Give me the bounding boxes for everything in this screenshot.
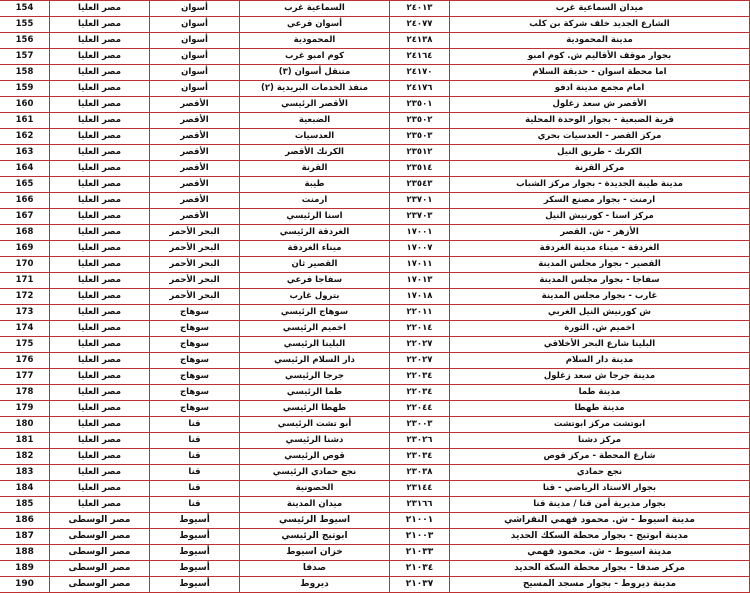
cell-index: 165	[0, 177, 50, 193]
cell-governorate: الأقصر	[150, 97, 240, 113]
table-row	[0, 225, 750, 241]
cell-office-name: طهطا الرئيسي	[240, 401, 390, 417]
cell-region: مصر الوسطى	[50, 513, 150, 529]
cell-address: شارع المحطة - مركز قوص	[450, 449, 750, 465]
table-row	[0, 321, 750, 337]
table-row	[0, 369, 750, 385]
cell-region: مصر العليا	[50, 97, 150, 113]
table-row	[0, 561, 750, 577]
cell-office-name: كوم امبو غرب	[240, 49, 390, 65]
cell-postal-code: ٢٤٠٧٧	[390, 17, 450, 33]
cell-address: امام مجمع مدينة ادفو	[450, 81, 750, 97]
cell-address: مدينة طيبة الجديدة - بجوار مركز الشباب	[450, 177, 750, 193]
cell-address: مدينة طما	[450, 385, 750, 401]
cell-region: مصر العليا	[50, 369, 150, 385]
cell-address: مركز دشنا	[450, 433, 750, 449]
cell-address: مدينة ديروط - بجوار مسجد المسيح	[450, 577, 750, 593]
cell-index: 167	[0, 209, 50, 225]
cell-index: 178	[0, 385, 50, 401]
cell-region: مصر العليا	[50, 289, 150, 305]
cell-postal-code: ٢٤١٧٦	[390, 81, 450, 97]
cell-governorate: أسيوط	[150, 545, 240, 561]
cell-governorate: أسوان	[150, 81, 240, 97]
cell-region: مصر العليا	[50, 65, 150, 81]
cell-governorate: سوهاج	[150, 353, 240, 369]
cell-region: مصر العليا	[50, 241, 150, 257]
table-row	[0, 113, 750, 129]
cell-address: الأقصر ش سعد زغلول	[450, 97, 750, 113]
table-row	[0, 337, 750, 353]
cell-region: مصر الوسطى	[50, 529, 150, 545]
cell-index: 169	[0, 241, 50, 257]
table-row	[0, 209, 750, 225]
cell-postal-code: ٢٢٠٣٤	[390, 385, 450, 401]
table-row	[0, 545, 750, 561]
table-body	[0, 1, 750, 593]
cell-office-name: المحمودية	[240, 33, 390, 49]
cell-index: 157	[0, 49, 50, 65]
cell-postal-code: ٢٣٥٠٢	[390, 113, 450, 129]
cell-governorate: البحر الأحمر	[150, 289, 240, 305]
cell-region: مصر العليا	[50, 113, 150, 129]
cell-postal-code: ٢٣٥٠٣	[390, 129, 450, 145]
cell-index: 155	[0, 17, 50, 33]
cell-office-name: سوهاج الرئيسي	[240, 305, 390, 321]
cell-office-name: قوص الرئيسي	[240, 449, 390, 465]
cell-postal-code: ٢١٠٠١	[390, 513, 450, 529]
cell-governorate: قنا	[150, 417, 240, 433]
cell-index: 189	[0, 561, 50, 577]
cell-index: 180	[0, 417, 50, 433]
cell-address: الأزهر - ش. القصر	[450, 225, 750, 241]
cell-index: 181	[0, 433, 50, 449]
cell-office-name: اسنا الرئيسي	[240, 209, 390, 225]
cell-index: 160	[0, 97, 50, 113]
cell-address: مدينة طهطا	[450, 401, 750, 417]
cell-office-name: خزان اسيوط	[240, 545, 390, 561]
cell-office-name: طيبة	[240, 177, 390, 193]
cell-postal-code: ٢٣٥١٤	[390, 161, 450, 177]
cell-index: 175	[0, 337, 50, 353]
cell-postal-code: ٢٢٠١٤	[390, 321, 450, 337]
cell-postal-code: ٢٢٠٤٤	[390, 401, 450, 417]
cell-office-name: الغردقة الرئيسي	[240, 225, 390, 241]
cell-office-name: الضبعية	[240, 113, 390, 129]
cell-address: الغردقة - ميناء مدينة الغردقة	[450, 241, 750, 257]
cell-governorate: أسوان	[150, 65, 240, 81]
cell-address: الشارع الجديد خلف شركة بن كلب	[450, 17, 750, 33]
cell-region: مصر الوسطى	[50, 545, 150, 561]
cell-region: مصر العليا	[50, 1, 150, 17]
cell-office-name: دشنا الرئيسي	[240, 433, 390, 449]
cell-index: 176	[0, 353, 50, 369]
cell-office-name: دار السلام الرئيسي	[240, 353, 390, 369]
cell-governorate: قنا	[150, 433, 240, 449]
table-row	[0, 289, 750, 305]
table-row	[0, 433, 750, 449]
cell-office-name: القصير ثان	[240, 257, 390, 273]
cell-address: مدينة دار السلام	[450, 353, 750, 369]
cell-office-name: طما الرئيسي	[240, 385, 390, 401]
cell-postal-code: ٢١٠٣٣	[390, 545, 450, 561]
cell-index: 174	[0, 321, 50, 337]
cell-region: مصر العليا	[50, 225, 150, 241]
cell-index: 182	[0, 449, 50, 465]
table-row	[0, 497, 750, 513]
cell-governorate: قنا	[150, 481, 240, 497]
cell-office-name: سفاجا فرعي	[240, 273, 390, 289]
cell-index: 164	[0, 161, 50, 177]
cell-office-name: ميدان المدينة	[240, 497, 390, 513]
cell-region: مصر العليا	[50, 353, 150, 369]
cell-postal-code: ١٧٠١٨	[390, 289, 450, 305]
cell-postal-code: ١٧٠٠٧	[390, 241, 450, 257]
cell-governorate: الأقصر	[150, 113, 240, 129]
cell-governorate: أسوان	[150, 33, 240, 49]
cell-address: مدينة اسيوط - ش. محمود فهمي	[450, 545, 750, 561]
cell-office-name: اخميم الرئيسي	[240, 321, 390, 337]
cell-governorate: قنا	[150, 465, 240, 481]
cell-index: 188	[0, 545, 50, 561]
cell-address: اخميم ش. الثورة	[450, 321, 750, 337]
cell-region: مصر العليا	[50, 465, 150, 481]
cell-office-name: صدفا	[240, 561, 390, 577]
cell-address: بجوار الاستاد الرياضي - قنا	[450, 481, 750, 497]
cell-office-name: الحصونية	[240, 481, 390, 497]
cell-index: 158	[0, 65, 50, 81]
table-row	[0, 465, 750, 481]
cell-index: 179	[0, 401, 50, 417]
cell-governorate: قنا	[150, 449, 240, 465]
cell-address: القصير - بجوار مجلس المدينة	[450, 257, 750, 273]
cell-region: مصر العليا	[50, 433, 150, 449]
cell-governorate: الأقصر	[150, 161, 240, 177]
cell-governorate: البحر الأحمر	[150, 241, 240, 257]
table-row	[0, 273, 750, 289]
cell-governorate: أسيوط	[150, 561, 240, 577]
cell-index: 154	[0, 1, 50, 17]
cell-index: 172	[0, 289, 50, 305]
cell-governorate: الأقصر	[150, 193, 240, 209]
cell-address: غارب - بجوار مجلس المدينة	[450, 289, 750, 305]
cell-postal-code: ٢١٠٣٤	[390, 561, 450, 577]
cell-office-name: الأقصر الرئيسي	[240, 97, 390, 113]
cell-postal-code: ٢٤١٧٠	[390, 65, 450, 81]
table-row	[0, 81, 750, 97]
table-row	[0, 305, 750, 321]
cell-address: مركز صدفا - بجوار محطة السكة الحديد	[450, 561, 750, 577]
cell-postal-code: ٢٣١٦٦	[390, 497, 450, 513]
cell-office-name: أبو تشت الرئيسي	[240, 417, 390, 433]
cell-postal-code: ١٧٠١٣	[390, 273, 450, 289]
table-row	[0, 257, 750, 273]
cell-office-name: القرنة	[240, 161, 390, 177]
cell-postal-code: ٢٣٠٣٤	[390, 449, 450, 465]
cell-governorate: الأقصر	[150, 145, 240, 161]
table-row	[0, 529, 750, 545]
table-row	[0, 193, 750, 209]
cell-region: مصر العليا	[50, 81, 150, 97]
cell-office-name: ابوتيج الرئيسي	[240, 529, 390, 545]
cell-index: 163	[0, 145, 50, 161]
cell-governorate: أسيوط	[150, 577, 240, 593]
cell-governorate: سوهاج	[150, 369, 240, 385]
cell-postal-code: ٢٢٠٢٧	[390, 337, 450, 353]
cell-index: 177	[0, 369, 50, 385]
cell-office-name: أسوان فرعي	[240, 17, 390, 33]
cell-address: سفاجا - بجوار مجلس المدينة	[450, 273, 750, 289]
table-row	[0, 49, 750, 65]
cell-office-name: بترول غارب	[240, 289, 390, 305]
cell-region: مصر العليا	[50, 177, 150, 193]
cell-address: مدينة ابوتيج - بجوار محطة السكك الحديد	[450, 529, 750, 545]
cell-index: 159	[0, 81, 50, 97]
cell-index: 184	[0, 481, 50, 497]
table-row	[0, 385, 750, 401]
table-row	[0, 513, 750, 529]
cell-address: البلينا شارع البحر الأخلاقي	[450, 337, 750, 353]
cell-address: مركز القصر - العدسيات بحري	[450, 129, 750, 145]
cell-index: 171	[0, 273, 50, 289]
cell-region: مصر العليا	[50, 161, 150, 177]
table-row	[0, 129, 750, 145]
cell-address: الكرنك - طريق النيل	[450, 145, 750, 161]
cell-governorate: سوهاج	[150, 321, 240, 337]
cell-governorate: أسيوط	[150, 529, 240, 545]
table-row	[0, 417, 750, 433]
cell-index: 156	[0, 33, 50, 49]
cell-governorate: الأقصر	[150, 209, 240, 225]
cell-address: مركز اسنا - كورنيش النيل	[450, 209, 750, 225]
cell-index: 161	[0, 113, 50, 129]
cell-governorate: الأقصر	[150, 129, 240, 145]
cell-office-name: ارمنت	[240, 193, 390, 209]
cell-postal-code: ٢٣٠٢٦	[390, 433, 450, 449]
cell-index: 186	[0, 513, 50, 529]
table-row	[0, 17, 750, 33]
cell-postal-code: ٢٢٠٢٧	[390, 353, 450, 369]
cell-address: ش كورنيش النيل الغربي	[450, 305, 750, 321]
cell-region: مصر الوسطى	[50, 577, 150, 593]
cell-region: مصر العليا	[50, 193, 150, 209]
cell-governorate: الأقصر	[150, 177, 240, 193]
cell-postal-code: ٢٢٠٣٤	[390, 369, 450, 385]
cell-governorate: قنا	[150, 497, 240, 513]
cell-postal-code: ١٧٠١١	[390, 257, 450, 273]
cell-region: مصر العليا	[50, 209, 150, 225]
cell-office-name: متنقل أسوان (٣)	[240, 65, 390, 81]
cell-governorate: البحر الأحمر	[150, 257, 240, 273]
cell-office-name: ميناء الغردقة	[240, 241, 390, 257]
cell-postal-code: ٢٤١٣٨	[390, 33, 450, 49]
cell-postal-code: ٢٤١٦٤	[390, 49, 450, 65]
cell-region: مصر العليا	[50, 497, 150, 513]
cell-postal-code: ٢١٠٠٣	[390, 529, 450, 545]
cell-index: 170	[0, 257, 50, 273]
table-row	[0, 353, 750, 369]
cell-governorate: سوهاج	[150, 401, 240, 417]
cell-governorate: أسيوط	[150, 513, 240, 529]
cell-index: 190	[0, 577, 50, 593]
cell-region: مصر العليا	[50, 145, 150, 161]
cell-region: مصر العليا	[50, 257, 150, 273]
cell-governorate: البحر الأحمر	[150, 225, 240, 241]
cell-region: مصر العليا	[50, 33, 150, 49]
cell-index: 185	[0, 497, 50, 513]
cell-region: مصر العليا	[50, 449, 150, 465]
cell-office-name: جرجا الرئيسي	[240, 369, 390, 385]
cell-postal-code: ١٧٠٠١	[390, 225, 450, 241]
cell-postal-code: ٢٣٧٠١	[390, 193, 450, 209]
cell-index: 162	[0, 129, 50, 145]
cell-region: مصر العليا	[50, 129, 150, 145]
table-row	[0, 1, 750, 17]
cell-address: نجع حمادي	[450, 465, 750, 481]
cell-address: بجوار موقف الأقاليم ش. كوم امبو	[450, 49, 750, 65]
cell-postal-code: ٢٣٥٤٣	[390, 177, 450, 193]
table-row	[0, 145, 750, 161]
table-row	[0, 65, 750, 81]
cell-index: 168	[0, 225, 50, 241]
cell-address: ارمنت - بجوار مصنع السكر	[450, 193, 750, 209]
cell-office-name: البلينا الرئيسي	[240, 337, 390, 353]
cell-postal-code: ٢٤٠١٣	[390, 1, 450, 17]
cell-address: مدينة جرجا ش سعد زغلول	[450, 369, 750, 385]
cell-region: مصر العليا	[50, 49, 150, 65]
cell-postal-code: ٢٣٥٠١	[390, 97, 450, 113]
table-row	[0, 241, 750, 257]
cell-address: بجوار مديرية أمن قنا / مدينة قنا	[450, 497, 750, 513]
cell-office-name: ديروط	[240, 577, 390, 593]
cell-index: 166	[0, 193, 50, 209]
cell-postal-code: ٢٣٠٠٣	[390, 417, 450, 433]
cell-postal-code: ٢١٠٣٧	[390, 577, 450, 593]
cell-governorate: سوهاج	[150, 305, 240, 321]
cell-office-name: الكرنك الأقصر	[240, 145, 390, 161]
cell-region: مصر العليا	[50, 273, 150, 289]
cell-governorate: البحر الأحمر	[150, 273, 240, 289]
cell-address: ابوتشت مركز ابوتشت	[450, 417, 750, 433]
cell-index: 187	[0, 529, 50, 545]
table-row	[0, 449, 750, 465]
cell-address: ميدان السماعية غرب	[450, 1, 750, 17]
cell-governorate: سوهاج	[150, 385, 240, 401]
cell-address: مدينة اسيوط - ش. محمود فهمي النقراشي	[450, 513, 750, 529]
cell-governorate: سوهاج	[150, 337, 240, 353]
cell-governorate: أسوان	[150, 1, 240, 17]
cell-governorate: أسوان	[150, 49, 240, 65]
cell-governorate: أسوان	[150, 17, 240, 33]
cell-office-name: اسيوط الرئيسي	[240, 513, 390, 529]
cell-region: مصر العليا	[50, 401, 150, 417]
cell-region: مصر العليا	[50, 481, 150, 497]
cell-index: 173	[0, 305, 50, 321]
cell-region: مصر العليا	[50, 417, 150, 433]
cell-region: مصر الوسطى	[50, 561, 150, 577]
cell-region: مصر العليا	[50, 17, 150, 33]
table-row	[0, 161, 750, 177]
cell-region: مصر العليا	[50, 305, 150, 321]
cell-postal-code: ٢٣٧٠٣	[390, 209, 450, 225]
cell-office-name: نجع حمادي الرئيسي	[240, 465, 390, 481]
table-row	[0, 481, 750, 497]
cell-address: اما محطة اسوان - حديقة السلام	[450, 65, 750, 81]
cell-postal-code: ٢٣٠٣٨	[390, 465, 450, 481]
cell-index: 183	[0, 465, 50, 481]
cell-office-name: منفذ الخدمات البريدية (٢)	[240, 81, 390, 97]
table-row	[0, 97, 750, 113]
cell-office-name: السماعية غرب	[240, 1, 390, 17]
table-row	[0, 577, 750, 593]
table-row	[0, 33, 750, 49]
table-row	[0, 401, 750, 417]
table-row	[0, 177, 750, 193]
cell-region: مصر العليا	[50, 385, 150, 401]
cell-address: قرية الضبعية - بجوار الوحدة المحلية	[450, 113, 750, 129]
cell-address: مدينة المحمودية	[450, 33, 750, 49]
cell-office-name: العدسيات	[240, 129, 390, 145]
cell-region: مصر العليا	[50, 337, 150, 353]
cell-postal-code: ٢٢٠١١	[390, 305, 450, 321]
cell-region: مصر العليا	[50, 321, 150, 337]
cell-postal-code: ٢٣١٤٤	[390, 481, 450, 497]
cell-postal-code: ٢٣٥١٢	[390, 145, 450, 161]
cell-address: مركز القرنة	[450, 161, 750, 177]
